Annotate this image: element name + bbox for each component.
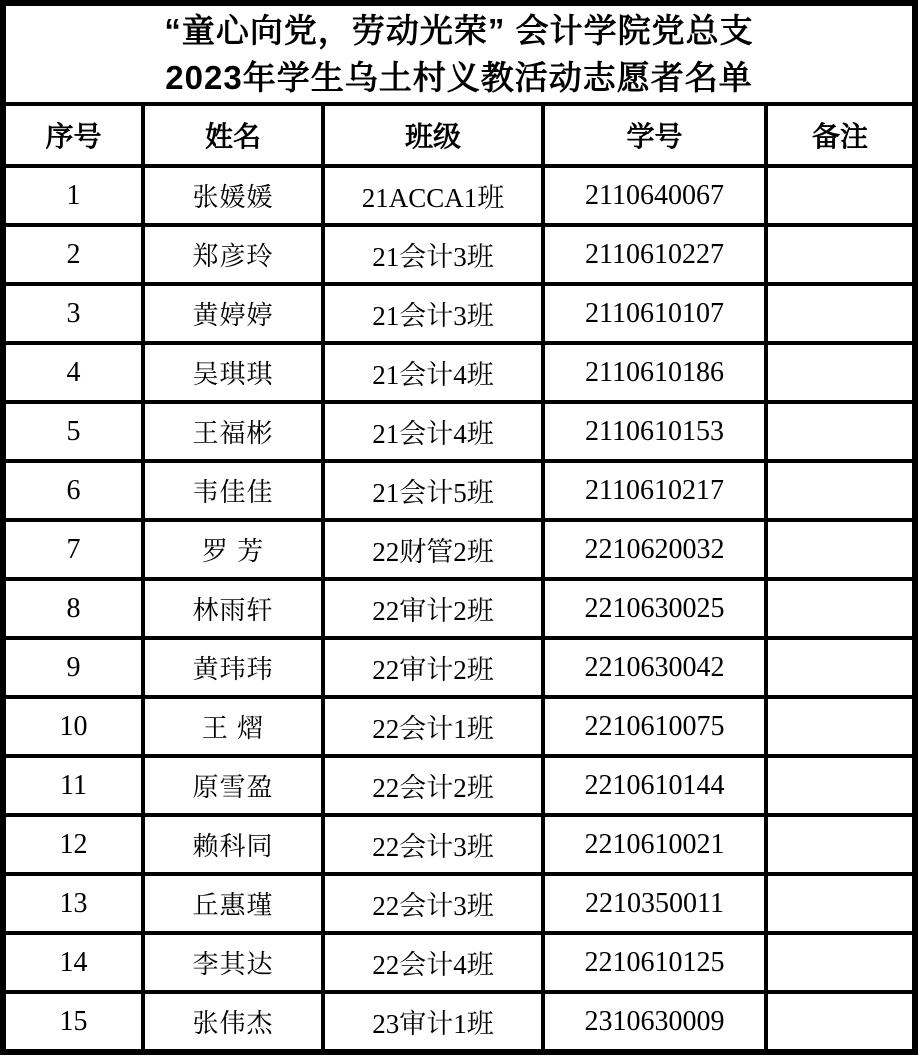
remark-cell: [766, 343, 915, 402]
table-row: [3, 933, 915, 992]
column-header-student-id: 学号: [543, 104, 766, 166]
title-line-2: 2023年学生乌土村义教活动志愿者名单: [165, 59, 753, 96]
row-number-cell: 15: [3, 992, 143, 1052]
row-number-cell: 9: [3, 638, 143, 697]
name-cell: 韦佳佳: [143, 461, 323, 520]
table-row: [3, 992, 915, 1052]
row-number-cell: 5: [3, 402, 143, 461]
class-cell: 21会计3班: [323, 284, 543, 343]
remark-cell: [766, 933, 915, 992]
name-cell: 王福彬: [143, 402, 323, 461]
remark-cell: [766, 697, 915, 756]
table-row: [3, 284, 915, 343]
name-cell: 王 熠: [143, 697, 323, 756]
remark-cell: [766, 166, 915, 225]
row-number-cell: 8: [3, 579, 143, 638]
student-id-cell: 2110610217: [543, 461, 766, 520]
class-cell: 22会计2班: [323, 756, 543, 815]
row-number-cell: 11: [3, 756, 143, 815]
student-id-cell: 2210630025: [543, 579, 766, 638]
remark-cell: [766, 520, 915, 579]
student-id-cell: 2210350011: [543, 874, 766, 933]
table-row: [3, 166, 915, 225]
remark-cell: [766, 638, 915, 697]
table-row: [3, 874, 915, 933]
student-id-cell: 2310630009: [543, 992, 766, 1052]
title-line-1: “童心向党，劳动光荣” 会计学院党总支: [164, 12, 754, 49]
remark-cell: [766, 756, 915, 815]
name-cell: 李其达: [143, 933, 323, 992]
column-header-row: [3, 104, 915, 166]
name-cell: 吴琪琪: [143, 343, 323, 402]
row-number-cell: 13: [3, 874, 143, 933]
column-header-class: 班级: [323, 104, 543, 166]
name-cell: 郑彦玲: [143, 225, 323, 284]
row-number-cell: 4: [3, 343, 143, 402]
remark-cell: [766, 284, 915, 343]
student-id-cell: 2210610144: [543, 756, 766, 815]
column-header-remark: 备注: [766, 104, 915, 166]
class-cell: 21会计4班: [323, 343, 543, 402]
name-cell: 罗 芳: [143, 520, 323, 579]
remark-cell: [766, 992, 915, 1052]
table-row: [3, 697, 915, 756]
name-cell: 赖科同: [143, 815, 323, 874]
student-id-cell: 2110610153: [543, 402, 766, 461]
class-cell: 22审计2班: [323, 579, 543, 638]
title-row: [3, 3, 915, 104]
class-cell: 21会计4班: [323, 402, 543, 461]
name-cell: 黄玮玮: [143, 638, 323, 697]
name-cell: 张伟杰: [143, 992, 323, 1052]
row-number-cell: 12: [3, 815, 143, 874]
row-number-cell: 6: [3, 461, 143, 520]
table-row: [3, 343, 915, 402]
row-number-cell: 2: [3, 225, 143, 284]
remark-cell: [766, 402, 915, 461]
table-row: [3, 402, 915, 461]
name-cell: 林雨轩: [143, 579, 323, 638]
remark-cell: [766, 579, 915, 638]
row-number-cell: 14: [3, 933, 143, 992]
table-row: [3, 225, 915, 284]
student-id-cell: 2210610075: [543, 697, 766, 756]
student-id-cell: 2110610107: [543, 284, 766, 343]
class-cell: 21会计5班: [323, 461, 543, 520]
name-cell: 张媛媛: [143, 166, 323, 225]
class-cell: 22会计3班: [323, 815, 543, 874]
table-row: [3, 461, 915, 520]
table-row: [3, 520, 915, 579]
table-row: [3, 756, 915, 815]
name-cell: 原雪盈: [143, 756, 323, 815]
student-id-cell: 2210610125: [543, 933, 766, 992]
student-id-cell: 2210610021: [543, 815, 766, 874]
name-cell: 黄婷婷: [143, 284, 323, 343]
row-number-cell: 3: [3, 284, 143, 343]
table-row: [3, 638, 915, 697]
row-number-cell: 1: [3, 166, 143, 225]
class-cell: 22财管2班: [323, 520, 543, 579]
remark-cell: [766, 225, 915, 284]
student-id-cell: 2110610227: [543, 225, 766, 284]
class-cell: 22会计4班: [323, 933, 543, 992]
class-cell: 21会计3班: [323, 225, 543, 284]
column-header-name: 姓名: [143, 104, 323, 166]
student-id-cell: 2110610186: [543, 343, 766, 402]
table-row: [3, 579, 915, 638]
row-number-cell: 7: [3, 520, 143, 579]
class-cell: 22会计1班: [323, 697, 543, 756]
class-cell: 22审计2班: [323, 638, 543, 697]
student-id-cell: 2210630042: [543, 638, 766, 697]
class-cell: 22会计3班: [323, 874, 543, 933]
class-cell: 21ACCA1班: [323, 166, 543, 225]
table-body: [3, 166, 915, 1052]
remark-cell: [766, 874, 915, 933]
student-id-cell: 2110640067: [543, 166, 766, 225]
class-cell: 23审计1班: [323, 992, 543, 1052]
name-cell: 丘惠瑾: [143, 874, 323, 933]
table-row: [3, 815, 915, 874]
remark-cell: [766, 461, 915, 520]
row-number-cell: 10: [3, 697, 143, 756]
document-title: [3, 3, 915, 104]
remark-cell: [766, 815, 915, 874]
column-header-no: 序号: [3, 104, 143, 166]
student-id-cell: 2210620032: [543, 520, 766, 579]
